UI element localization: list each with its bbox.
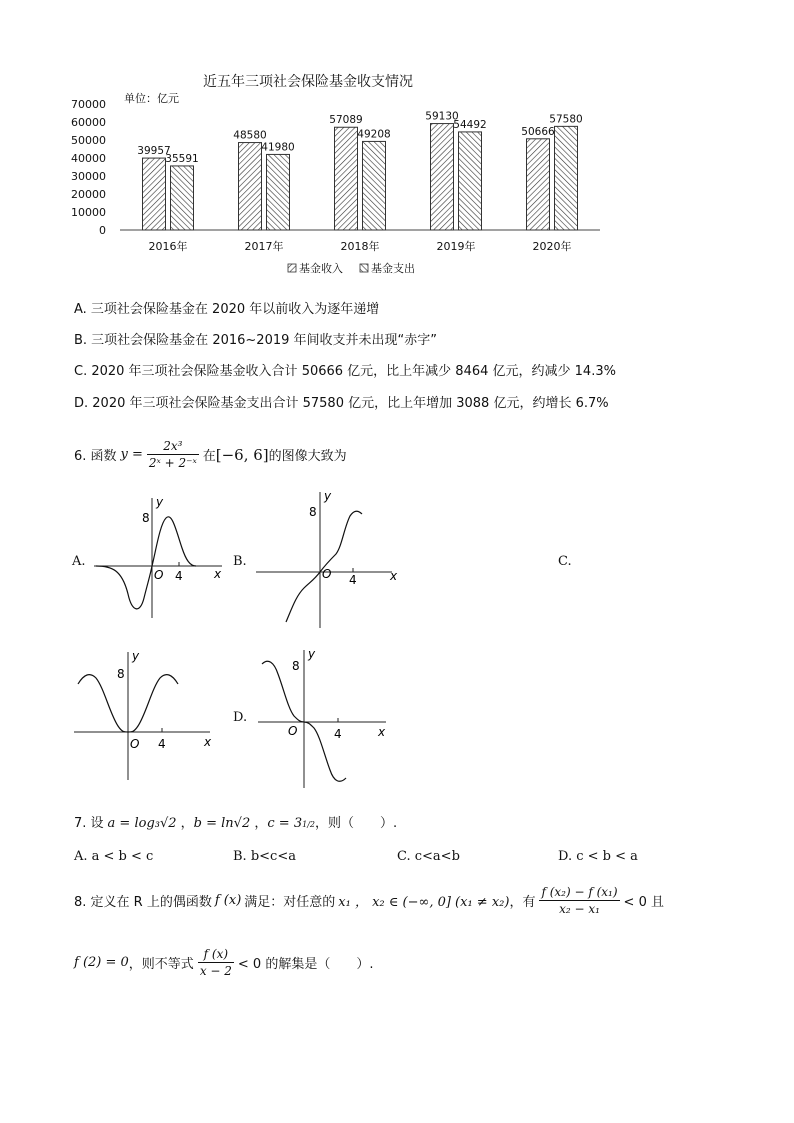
y-tick-label: 30000 xyxy=(71,170,106,183)
data-label-expense: 57580 xyxy=(549,113,583,126)
q6-option-d-label: D. xyxy=(233,710,248,725)
graph-a-origin: O xyxy=(154,568,164,582)
graph-c-eight: 8 xyxy=(117,667,125,681)
q8-fraction-1-denominator: x₂ − x₁ xyxy=(559,902,600,916)
bars-group xyxy=(137,111,582,230)
q7-sep-1: ， xyxy=(176,816,194,831)
y-tick-label: 0 xyxy=(99,224,106,237)
q7-sep-2: ， xyxy=(250,816,268,831)
q8-x-vars: x₁ ， x₂ ∈ (−∞, 0] (x₁ ≠ x₂) xyxy=(338,895,510,910)
q8-line1-d: < 0 且 xyxy=(623,895,664,910)
q6-fraction xyxy=(147,438,199,471)
legend-swatch-expense xyxy=(360,264,368,272)
q8-line1-a: 8. 定义在 R 上的偶函数 xyxy=(74,895,212,910)
x-tick-label: 2020年 xyxy=(532,240,572,253)
q8-fraction-1-numerator: f (x₂) − f (x₁) xyxy=(541,885,618,899)
q5-option-c: C. 2020 年三项社会保险基金收入合计 50666 亿元，比上年减少 8464 亿元，约减少 14.3% xyxy=(74,364,616,379)
graph-d-eight: 8 xyxy=(292,659,300,673)
graph-d-y-label: y xyxy=(308,647,316,661)
q6-suffix: 的图像大致为 xyxy=(268,449,347,464)
graph-b-four: 4 xyxy=(349,573,357,587)
q6-mid: 在 xyxy=(202,449,216,464)
y-tick-label: 50000 xyxy=(71,134,106,147)
q7-option-c: C. c<a<b xyxy=(397,849,460,864)
q6-interval: [−6, 6] xyxy=(215,445,269,464)
graph-a-four: 4 xyxy=(175,569,183,583)
data-label-expense: 41980 xyxy=(261,141,295,154)
q6-option-a-label: A. xyxy=(72,554,86,569)
q8-fraction-1 xyxy=(539,884,619,917)
q7-c-expr: c = 3 xyxy=(267,816,303,831)
graph-a-eight: 8 xyxy=(142,511,150,525)
q8-line2-a: f (2) = 0 xyxy=(74,955,129,970)
graph-b-x-label: x xyxy=(390,569,398,583)
legend-swatch-income xyxy=(288,264,296,272)
q8-fraction-2-numerator: f (x) xyxy=(198,946,234,963)
bar-income xyxy=(431,124,454,230)
x-tick-label: 2016年 xyxy=(148,240,188,253)
q7-option-a: A. a < b < c xyxy=(74,849,154,864)
q8-line1-c: ，有 xyxy=(509,895,536,910)
q5-option-b: B. 三项社会保险基金在 2016~2019 年间收支并未出现“赤字” xyxy=(74,333,437,348)
data-label-income: 39957 xyxy=(137,145,171,158)
data-label-income: 59130 xyxy=(425,110,459,123)
graph-c-origin: O xyxy=(130,737,140,751)
q7-option-d: D. c < b < a xyxy=(558,849,638,864)
q8-line-1 xyxy=(74,884,664,917)
q7-c-exponent: 1/2 xyxy=(302,820,315,829)
graph-b-y-label: y xyxy=(324,489,332,503)
fund-bar-chart xyxy=(60,60,620,290)
q6-graph-b xyxy=(252,484,402,630)
data-label-expense: 49208 xyxy=(357,128,391,141)
q6-option-c-label: C. xyxy=(558,554,572,569)
q6-prefix: 6. 函数 xyxy=(74,449,117,464)
legend-label-income: 基金收入 xyxy=(299,262,343,275)
chart-title: 近五年三项社会保险基金收支情况 xyxy=(203,74,413,90)
y-tick-label: 60000 xyxy=(71,116,106,129)
y-tick-label: 40000 xyxy=(71,152,106,165)
bar-income xyxy=(143,158,166,230)
q6-fn-lhs: y = xyxy=(120,447,143,462)
y-tick-label: 10000 xyxy=(71,206,106,219)
q7-a-expr: a = log₃√2 xyxy=(107,816,177,831)
bar-expense xyxy=(267,154,290,230)
graph-c-four: 4 xyxy=(158,737,166,751)
bar-income xyxy=(527,139,550,230)
q6-graph-a xyxy=(90,490,230,620)
q6-option-b-label: B. xyxy=(233,554,247,569)
bar-expense xyxy=(459,132,482,230)
bar-expense xyxy=(555,126,578,230)
graph-b-origin: O xyxy=(322,567,332,581)
x-tick-label: 2019年 xyxy=(436,240,476,253)
data-label-income: 48580 xyxy=(233,129,267,142)
q8-fraction-2-denominator: x − 2 xyxy=(199,964,232,978)
graph-a-x-label: x xyxy=(214,567,222,581)
bar-expense xyxy=(363,141,386,230)
graph-d-x-label: x xyxy=(378,725,386,739)
q7-suffix: ，则（ ）. xyxy=(314,816,398,831)
q6-fraction-denominator: 2ˣ + 2⁻ˣ xyxy=(148,456,197,470)
q7-b-expr: b = ln√2 xyxy=(193,816,251,831)
q7-prefix: 7. 设 xyxy=(74,816,104,831)
q6-fraction-numerator: 2x³ xyxy=(147,438,199,455)
q6-graph-c xyxy=(70,644,220,782)
data-label-income: 50666 xyxy=(521,125,555,138)
q5-option-d: D. 2020 年三项社会保险基金支出合计 57580 亿元，比上年增加 3088 亿元，约增长 6.7% xyxy=(74,396,609,411)
chart-legend xyxy=(288,261,415,275)
q5-option-a: A. 三项社会保险基金在 2020 年以前收入为逐年递增 xyxy=(74,302,380,317)
q8-line2-b: ，则不等式 xyxy=(128,957,194,972)
graph-a-y-label: y xyxy=(156,495,164,509)
chart-unit-label: 单位：亿元 xyxy=(124,92,179,105)
q8-line2-c: < 0 的解集是（ ）. xyxy=(237,957,374,972)
q6-stem xyxy=(74,438,347,471)
q8-fx: f (x) xyxy=(214,893,242,908)
x-tick-label: 2018年 xyxy=(340,240,380,253)
graph-c-y-label: y xyxy=(132,649,140,663)
graph-d-four: 4 xyxy=(334,727,342,741)
bar-income xyxy=(239,143,262,230)
data-label-expense: 54492 xyxy=(453,118,487,131)
q6-graph-d xyxy=(254,642,394,790)
x-axis xyxy=(149,239,572,253)
graph-c-x-label: x xyxy=(204,735,212,749)
graph-b-eight: 8 xyxy=(309,505,317,519)
bar-expense xyxy=(171,166,194,230)
data-label-income: 57089 xyxy=(329,114,363,127)
q8-fraction-2 xyxy=(198,946,234,979)
y-axis xyxy=(71,98,106,237)
graph-d-origin: O xyxy=(288,724,298,738)
q8-line1-b: 满足：对任意的 xyxy=(244,895,336,910)
q7-stem xyxy=(74,812,397,831)
y-tick-label: 70000 xyxy=(71,98,106,111)
y-tick-label: 20000 xyxy=(71,188,106,201)
legend-label-expense: 基金支出 xyxy=(371,262,415,275)
q7-option-b: B. b<c<a xyxy=(233,849,296,864)
data-label-expense: 35591 xyxy=(165,152,199,165)
bar-income xyxy=(335,127,358,230)
x-tick-label: 2017年 xyxy=(244,240,284,253)
q8-line-2 xyxy=(74,946,373,979)
